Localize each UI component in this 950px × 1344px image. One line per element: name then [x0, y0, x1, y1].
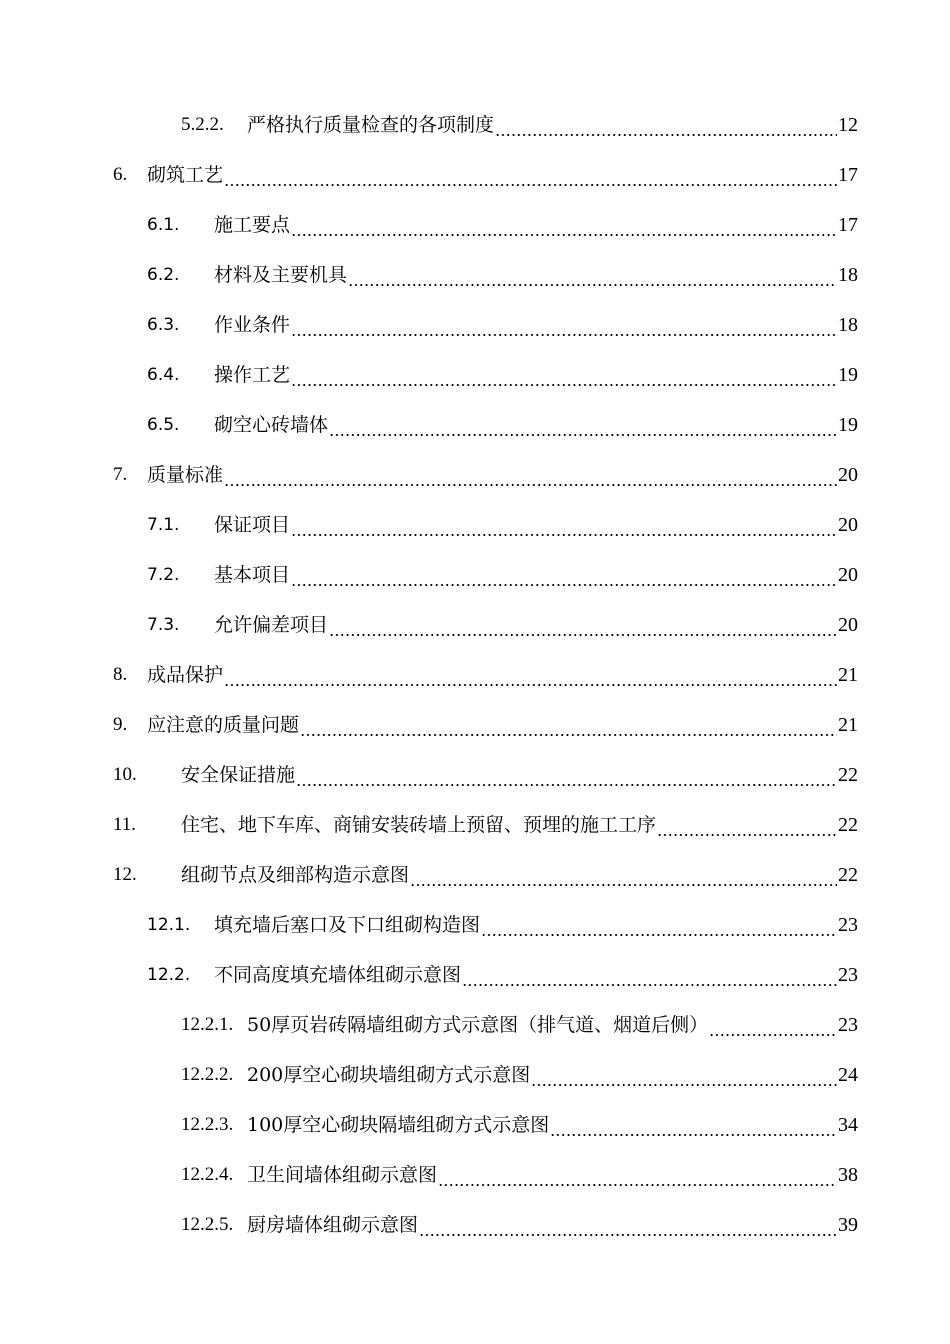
toc-entry-page-number: 20: [838, 514, 858, 536]
toc-entry-page-number: 38: [838, 1164, 858, 1186]
toc-entry-page-number: 24: [838, 1064, 858, 1086]
toc-entry-title: 住宅、地下车库、商铺安装砖墙上预留、预埋的施工工序: [181, 814, 657, 836]
toc-dot-leader: [296, 750, 837, 800]
toc-entry-title: 砌空心砖墙体: [214, 414, 329, 436]
toc-dot-leader: [291, 200, 837, 250]
toc-entry-title: 安全保证措施: [181, 764, 296, 786]
toc-dot-leader: [348, 250, 837, 300]
toc-entry-title: 卫生间墙体组砌示意图: [247, 1164, 438, 1186]
toc-dot-leader: [329, 400, 837, 450]
toc-entry-title: 砌筑工艺: [147, 164, 224, 186]
toc-entry-title: 100厚空心砌块隔墙组砌方式示意图: [247, 1114, 550, 1136]
toc-entry-title: 基本项目: [214, 564, 291, 586]
toc-entry-number: 8.: [113, 664, 128, 685]
toc-entry-page-number: 39: [838, 1214, 858, 1236]
toc-entry-title: 严格执行质量检查的各项制度: [247, 114, 495, 136]
toc-dot-leader: [300, 700, 837, 750]
toc-entry[interactable]: [181, 1100, 858, 1150]
toc-entry[interactable]: [147, 200, 858, 250]
toc-entry-number: 10.: [113, 764, 137, 785]
toc-entry-number: 11.: [113, 814, 137, 835]
toc-entry-title: 成品保护: [147, 664, 224, 686]
toc-entry-number: 12.1.: [147, 915, 191, 935]
toc-dot-leader: [495, 100, 837, 150]
toc-entry[interactable]: [147, 350, 858, 400]
toc-entry-page-number: 21: [838, 664, 858, 686]
toc-entry-number: 6.5.: [147, 415, 180, 435]
toc-dot-leader: [224, 650, 837, 700]
toc-dot-leader: [550, 1100, 837, 1150]
toc-entry-page-number: 23: [838, 1014, 858, 1036]
toc-entry-title: 厨房墙体组砌示意图: [247, 1214, 419, 1236]
toc-entry-number: 12.2.5.: [181, 1214, 234, 1235]
toc-entry-page-number: 20: [838, 614, 858, 636]
toc-dot-leader: [291, 300, 837, 350]
toc-dot-leader: [481, 900, 837, 950]
toc-entry-number: 9.: [113, 714, 128, 735]
toc-entry-number: 12.2.1.: [181, 1014, 234, 1035]
toc-entry-title: 50厚页岩砖隔墙组砌方式示意图（排气道、烟道后侧）: [247, 1014, 709, 1036]
toc-entry[interactable]: [113, 450, 858, 500]
toc-dot-leader: [291, 500, 837, 550]
toc-entry[interactable]: [147, 300, 858, 350]
toc-entry[interactable]: [113, 800, 858, 850]
toc-entry-title: 施工要点: [214, 214, 291, 236]
toc-entry-title: 操作工艺: [214, 364, 291, 386]
toc-entry[interactable]: [181, 1200, 858, 1250]
toc-entry-title: 允许偏差项目: [214, 614, 329, 636]
toc-entry-title: 质量标准: [147, 464, 224, 486]
toc-entry-page-number: 21: [838, 714, 858, 736]
toc-entry[interactable]: [181, 100, 858, 150]
toc-dot-leader: [438, 1150, 837, 1200]
toc-entry-number: 7.: [113, 464, 128, 485]
toc-entry-page-number: 19: [838, 364, 858, 386]
toc-entry[interactable]: [147, 600, 858, 650]
toc-entry-title: 作业条件: [214, 314, 291, 336]
toc-entry-number: 12.: [113, 864, 137, 885]
toc-entry-page-number: 23: [838, 964, 858, 986]
toc-entry-number: 7.3.: [147, 615, 180, 635]
toc-entry-page-number: 18: [838, 264, 858, 286]
toc-dot-leader: [329, 600, 837, 650]
toc-entry[interactable]: [181, 1150, 858, 1200]
toc-entry-number: 6.2.: [147, 265, 180, 285]
toc-entry[interactable]: [147, 900, 858, 950]
toc-entry[interactable]: [113, 850, 858, 900]
toc-entry-number: 6.3.: [147, 315, 180, 335]
toc-entry-page-number: 17: [838, 164, 858, 186]
toc-entry[interactable]: [147, 550, 858, 600]
toc-entry-title: 填充墙后塞口及下口组砌构造图: [214, 914, 481, 936]
toc-dot-leader: [410, 850, 837, 900]
toc-entry[interactable]: [147, 250, 858, 300]
toc-entry-page-number: 20: [838, 564, 858, 586]
toc-entry-title: 材料及主要机具: [214, 264, 348, 286]
toc-entry[interactable]: [181, 1050, 858, 1100]
toc-entry-page-number: 17: [838, 214, 858, 236]
toc-dot-leader: [224, 450, 837, 500]
toc-entry-number: 6.: [113, 164, 128, 185]
toc-entry-number: 6.1.: [147, 215, 180, 235]
toc-dot-leader: [419, 1200, 837, 1250]
toc-dot-leader: [531, 1050, 837, 1100]
toc-entry[interactable]: [113, 750, 858, 800]
toc-entry[interactable]: [113, 650, 858, 700]
toc-entry-page-number: 18: [838, 314, 858, 336]
toc-dot-leader: [657, 800, 837, 850]
toc-entry-number: 7.2.: [147, 565, 180, 585]
toc-dot-leader: [462, 950, 837, 1000]
toc-entry-page-number: 34: [838, 1114, 858, 1136]
toc-entry-page-number: 20: [838, 464, 858, 486]
toc-dot-leader: [709, 1000, 837, 1050]
toc-entry-page-number: 12: [838, 114, 858, 136]
toc-dot-leader: [291, 350, 837, 400]
toc-entry-page-number: 22: [838, 814, 858, 836]
toc-entry-number: 12.2.4.: [181, 1164, 234, 1185]
toc-entry-title: 不同高度填充墙体组砌示意图: [214, 964, 462, 986]
toc-entry-page-number: 22: [838, 864, 858, 886]
toc-entry-number: 6.4.: [147, 365, 180, 385]
toc-entry[interactable]: [147, 950, 858, 1000]
toc-entry-title: 200厚空心砌块墙组砌方式示意图: [247, 1064, 531, 1086]
toc-entry-number: 12.2.2.: [181, 1064, 234, 1085]
toc-entry-title: 组砌节点及细部构造示意图: [181, 864, 410, 886]
toc-entry-page-number: 22: [838, 764, 858, 786]
toc-entry-number: 12.2.: [147, 965, 191, 985]
toc-entry-page-number: 23: [838, 914, 858, 936]
toc-entry-title: 应注意的质量问题: [147, 714, 300, 736]
toc-entry[interactable]: [147, 400, 858, 450]
toc-entry[interactable]: [147, 500, 858, 550]
toc-entry[interactable]: [113, 700, 858, 750]
toc-entry-title: 保证项目: [214, 514, 291, 536]
toc-entry-number: 7.1.: [147, 515, 180, 535]
toc-entry[interactable]: [181, 1000, 858, 1050]
toc-dot-leader: [291, 550, 837, 600]
toc-entry-page-number: 19: [838, 414, 858, 436]
toc-entry-number: 12.2.3.: [181, 1114, 234, 1135]
toc-dot-leader: [224, 150, 837, 200]
toc-entry[interactable]: [113, 150, 858, 200]
toc-entry-number: 5.2.2.: [181, 114, 224, 135]
